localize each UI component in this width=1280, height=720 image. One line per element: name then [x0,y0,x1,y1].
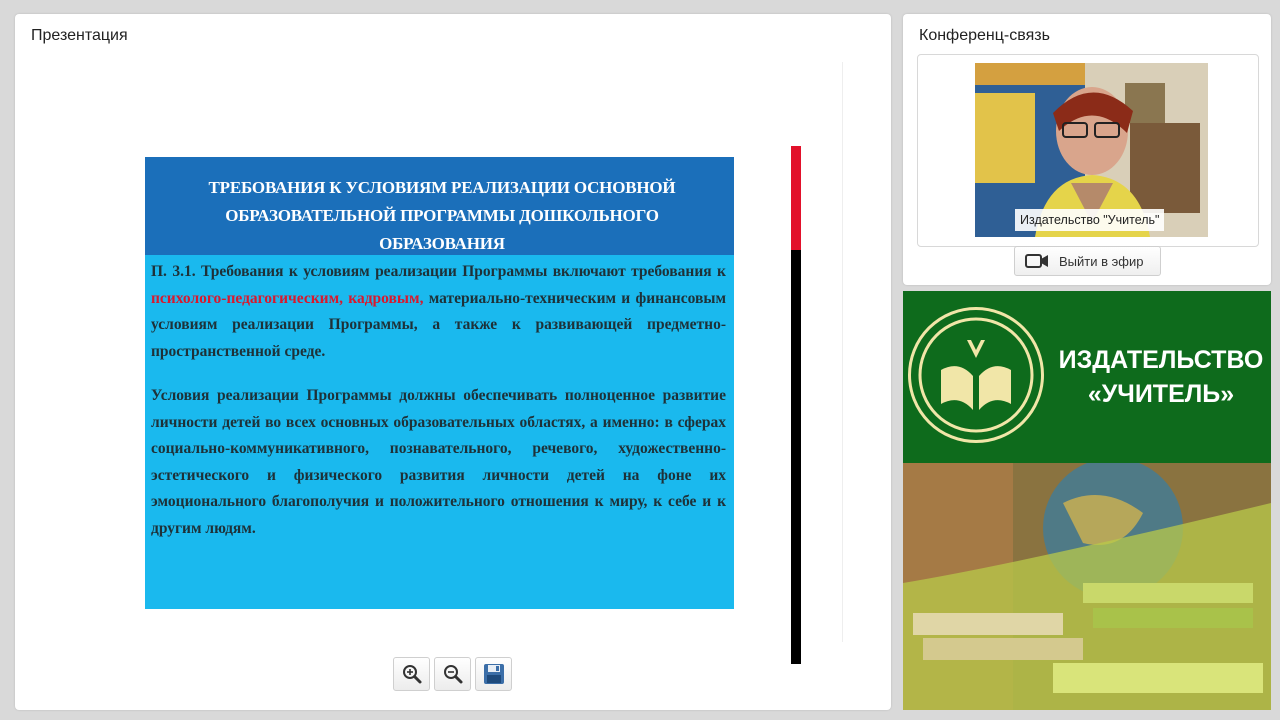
banner-image [903,463,1271,710]
banner-title-line1: ИЗДАТЕЛЬСТВО [1058,346,1264,374]
slide-text: материально-техническим и финансовым условиям реализации Программы, а также к развивающей предметно-пространственной среде. [151,289,727,360]
scrollbar-thumb[interactable] [791,146,801,250]
slide-viewer [33,62,843,642]
publisher-banner[interactable] [903,291,1271,710]
slide-text: П. 3.1. Требования к условиям реализации Программы включают требования к [151,263,726,280]
zoom-out-button[interactable] [434,657,471,691]
save-button[interactable] [475,657,512,691]
save-icon [482,662,506,686]
publisher-logo [908,307,1044,443]
video-caption: Издательство "Учитель" [1015,209,1164,231]
conference-title: Конференц-связь [919,27,1050,44]
slide-highlight: кадровым, [348,289,424,307]
zoom-in-button[interactable] [393,657,430,691]
slide-title: ТРЕБОВАНИЯ К УСЛОВИЯМ РЕАЛИЗАЦИИ ОСНОВНОЙ ОБРАЗОВАТЕЛЬНОЙ ПРОГРАММЫ ДОШКОЛЬНОГО ОБРАЗОВАНИЯ [208,178,676,253]
go-live-button[interactable] [1014,246,1161,276]
presentation-title: Презентация [31,27,128,44]
presentation-panel [15,14,891,710]
slide-body [151,259,726,560]
books-globe-image [903,463,1271,710]
slide-highlight: психолого-педагогическим, [151,289,344,307]
zoom-out-icon [442,663,464,685]
slide-paragraph-2: Условия реализации Программы должны обеспечивать полноценное развитие личности детей во всех основных образовательных областях, а именно: в сферах социально-коммуникативного, познавательного, речевого, художественно-эстетического и физического развития личности детей на фоне их эмоционального благополучия и положительного отношения к миру, к себе и к другим людям. [151,387,726,537]
slide-header [145,157,734,255]
go-live-label: Выйти в эфир [1059,253,1144,269]
presentation-toolbar [393,657,512,691]
zoom-in-icon [401,663,423,685]
video-container [917,54,1259,247]
camera-icon [1025,253,1049,269]
slide-scrollbar[interactable] [791,146,801,664]
book-logo-icon [911,310,1041,440]
slide-paragraph-1 [151,259,726,365]
conference-panel [903,14,1271,285]
banner-header [903,291,1271,463]
slide [145,157,734,609]
banner-title-line2: «УЧИТЕЛЬ» [1087,380,1235,408]
